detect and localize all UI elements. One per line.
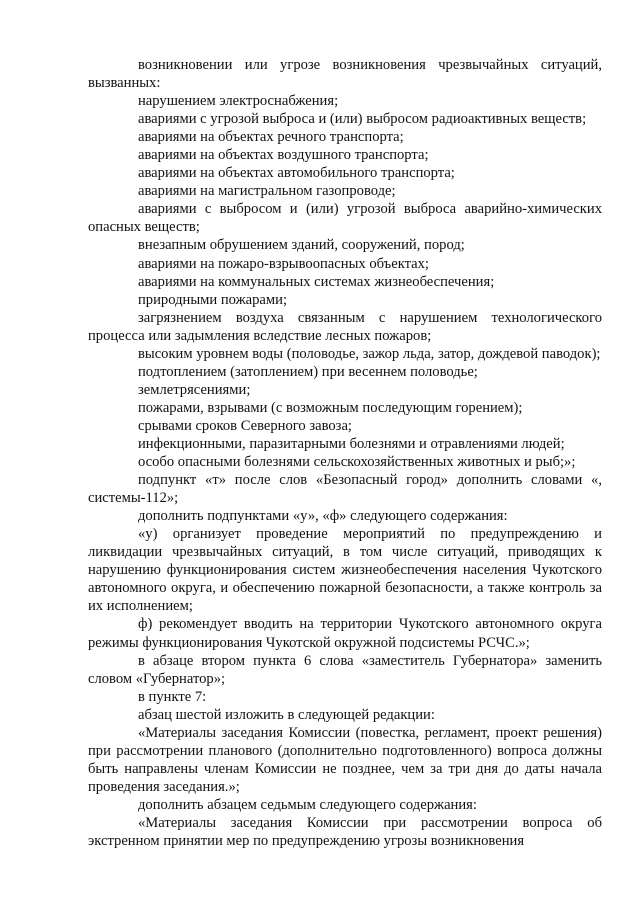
paragraph-14: высоким уровнем воды (половодье, зажор льда, затор, дождевой паводок); (138, 345, 601, 362)
paragraph-30: «Материалы заседания Комиссии при рассмотрении вопроса об экстренном принятии мер по предупреждению угрозы возникновения (88, 814, 602, 850)
paragraph-11: авариями на коммунальных системах жизнеобеспечения; (138, 273, 495, 290)
paragraph-19: инфекционными, паразитарными болезнями и отравлениями людей; (138, 435, 565, 452)
paragraph-23: «у) организует проведение мероприятий по предупреждению и ликвидации чрезвычайных ситуаций, в том числе ситуаций, приводящих к нарушению функционирования систем жизнеобеспечения населения Чукотского автономного округа, и обеспечению пожарной безопасности, а также контроль за их исполнением; (88, 526, 602, 615)
document-page (88, 56, 602, 850)
paragraph-18: срывами сроков Северного завоза; (138, 417, 352, 434)
paragraph-25: в абзаце втором пункта 6 слова «заместитель Губернатора» заменить словом «Губернатор»; (88, 652, 602, 687)
paragraph-12: природными пожарами; (138, 291, 288, 308)
paragraph-27: абзац шестой изложить в следующей редакции: (138, 706, 435, 723)
paragraph-6: авариями на объектах автомобильного транспорта; (138, 165, 455, 182)
paragraph-8: авариями с выбросом и (или) угрозой выброса аварийно-химических опасных веществ; (88, 201, 602, 236)
paragraph-29: дополнить абзацем седьмым следующего содержания: (138, 796, 477, 813)
paragraph-26: в пункте 7: (138, 688, 207, 705)
paragraph-13: загрязнением воздуха связанным с нарушением технологического процесса или задымления вследствие лесных пожаров; (88, 309, 602, 344)
paragraph-7: авариями на магистральном газопроводе; (138, 183, 396, 200)
paragraph-2: нарушением электроснабжения; (138, 93, 339, 110)
paragraph-5: авариями на объектах воздушного транспорта; (138, 147, 429, 164)
paragraph-3: авариями с угрозой выброса и (или) выбросом радиоактивных веществ; (138, 111, 587, 128)
paragraph-15: подтоплением (затоплением) при весеннем половодье; (138, 363, 478, 380)
paragraph-10: авариями на пожаро-взрывоопасных объектах; (138, 255, 429, 272)
paragraph-28: «Материалы заседания Комиссии (повестка, регламент, проект решения) при рассмотрении планового (дополнительно подготовленного) вопроса должны быть направлены членам Комиссии не позднее, чем за три дня до даты начала проведения заседания.»; (88, 724, 602, 795)
paragraph-9: внезапным обрушением зданий, сооружений, пород; (138, 237, 465, 254)
paragraph-16: землетрясениями; (138, 381, 251, 398)
paragraph-24: ф) рекомендует вводить на территории Чукотского автономного округа режимы функционирования Чукотской окружной подсистемы РСЧС.»; (88, 616, 602, 651)
paragraph-4: авариями на объектах речного транспорта; (138, 129, 404, 146)
paragraph-1: возникновении или угрозе возникновения чрезвычайных ситуаций, вызванных: (88, 57, 602, 92)
paragraph-22: дополнить подпунктами «у», «ф» следующего содержания: (138, 508, 508, 525)
paragraph-17: пожарами, взрывами (с возможным последующим горением); (138, 399, 523, 416)
paragraph-21: подпункт «т» после слов «Безопасный город» дополнить словами «, системы-112»; (88, 472, 602, 507)
paragraph-20: особо опасными болезнями сельскохозяйственных животных и рыб;»; (138, 454, 576, 471)
